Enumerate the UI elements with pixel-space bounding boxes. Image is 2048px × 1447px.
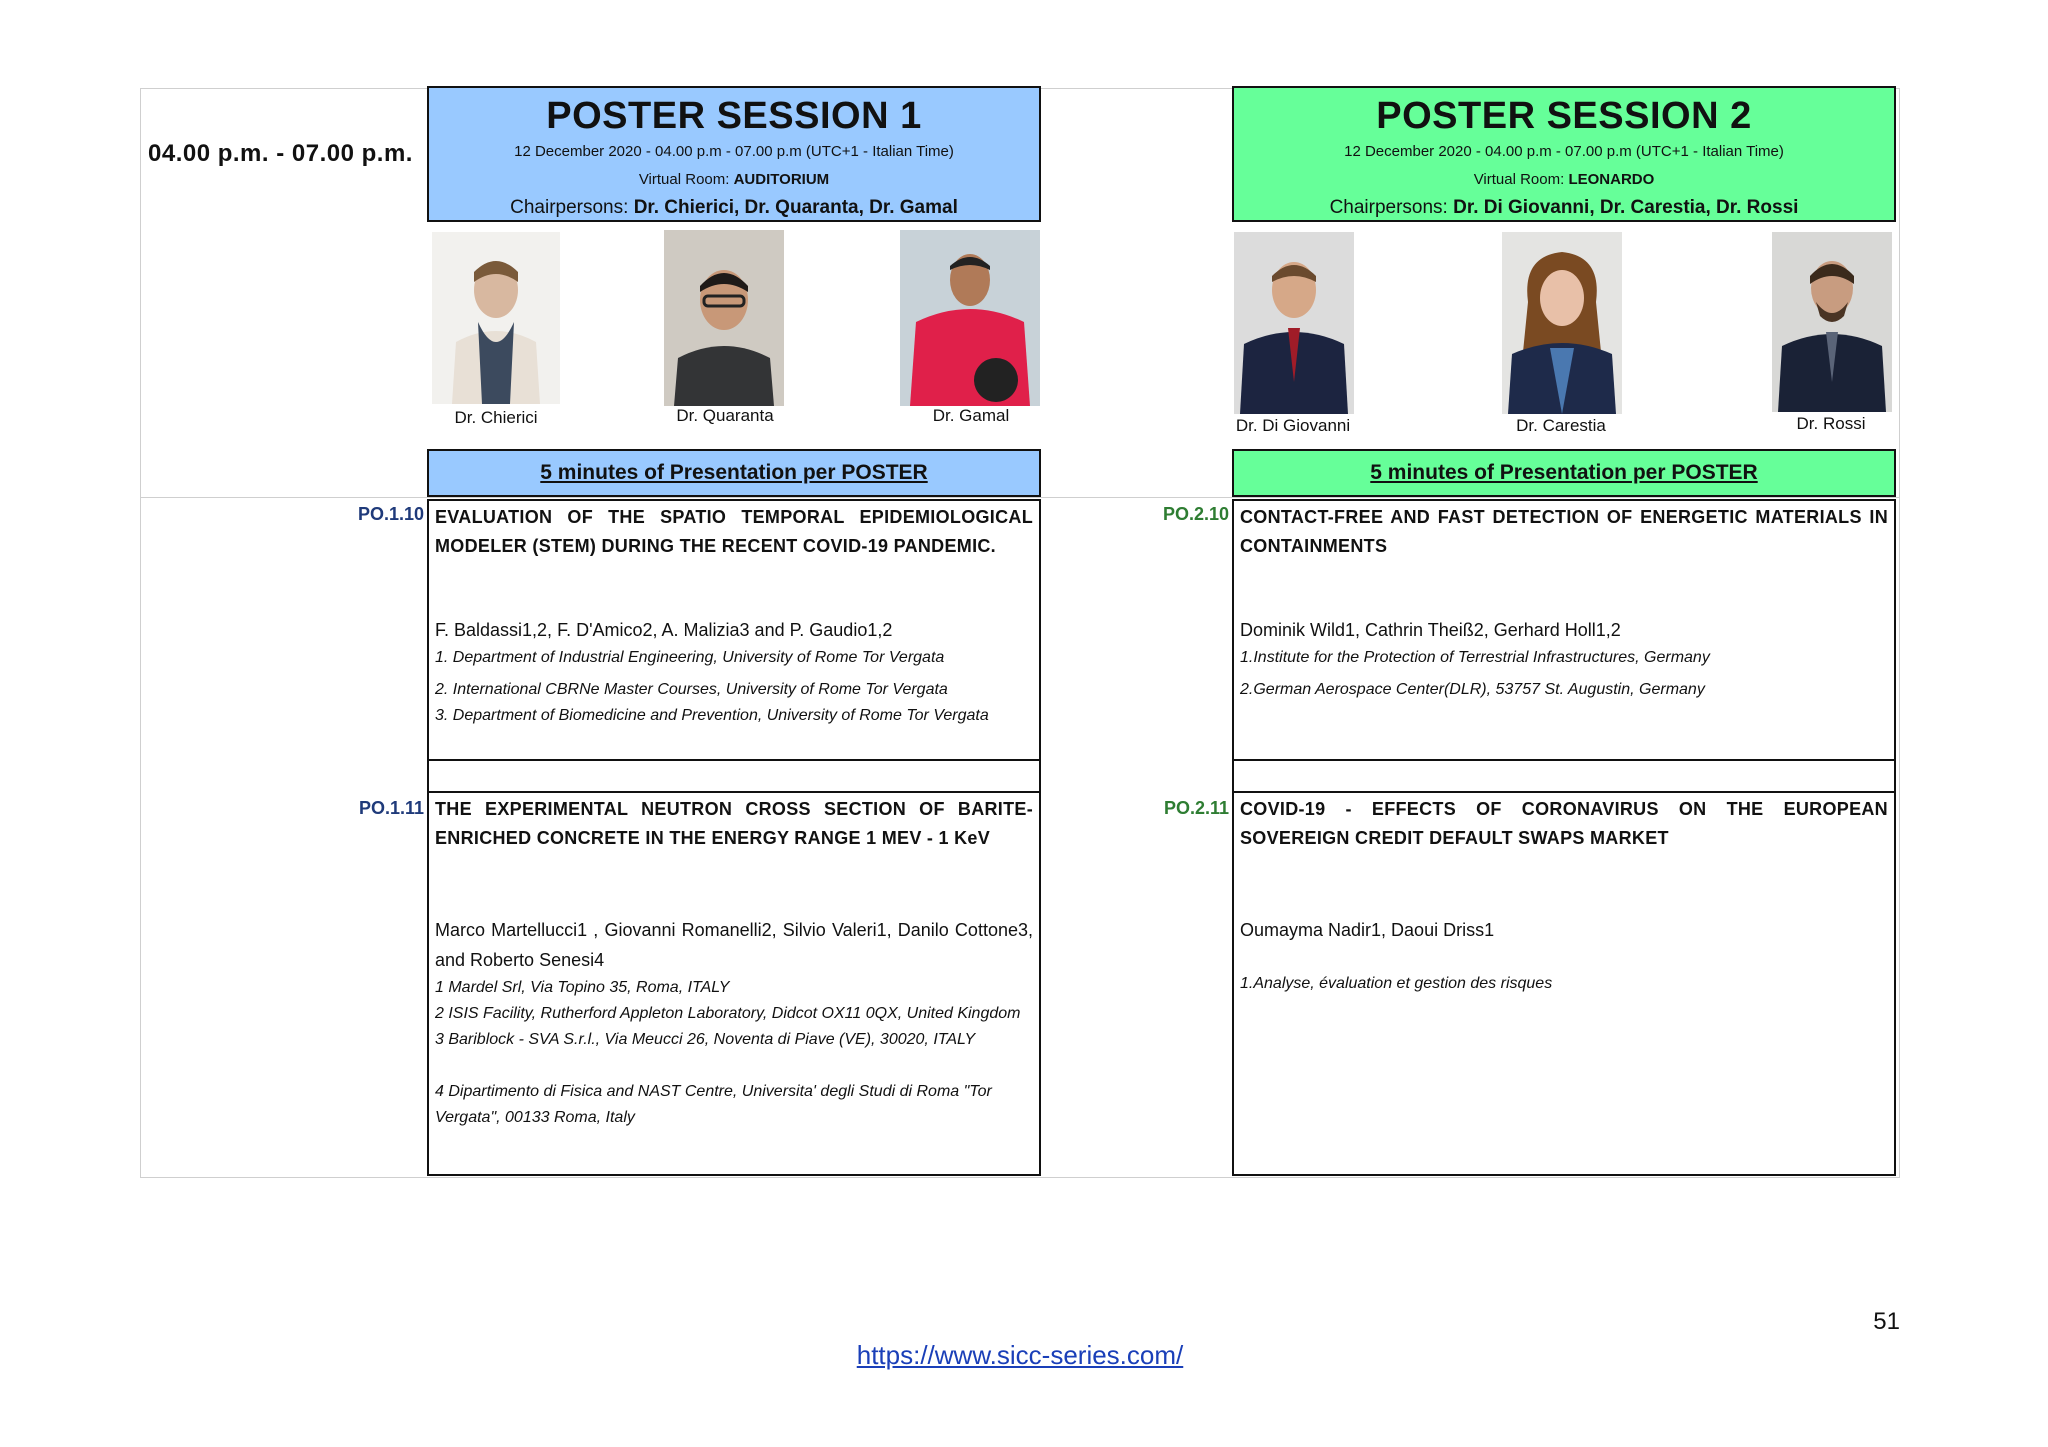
chair-caption-chierici: Dr. Chierici <box>454 408 538 427</box>
chairs-prefix: Chairpersons: <box>510 197 634 218</box>
poster-code: PO.2.11 <box>1163 798 1229 818</box>
chairs-prefix: Chairpersons: <box>1329 197 1454 218</box>
poster-title: CONTACT-FREE AND FAST DETECTION OF ENERGETIC MATERIALS IN CONTAINMENTS <box>1240 507 1888 556</box>
chairs-names: Dr. Chierici, Dr. Quaranta, Dr. Gamal <box>633 197 958 218</box>
chair-caption-carestia: Dr. Carestia <box>1516 416 1606 435</box>
table-divider <box>140 497 1900 498</box>
poster-code: PO.2.10 <box>1162 504 1229 524</box>
chair-caption-quaranta: Dr. Quaranta <box>676 406 774 425</box>
session2-date: 12 December 2020 - 04.00 p.m - 07.00 p.m (UTC+1 - Italian Time) <box>1344 143 1784 160</box>
room-name: AUDITORIUM <box>733 171 830 188</box>
poster-card-po-1-11 <box>427 791 1041 1176</box>
room-name: LEONARDO <box>1568 171 1655 188</box>
room-prefix: Virtual Room: <box>638 171 734 188</box>
chair-photo-chierici <box>432 232 560 404</box>
session1-chairs <box>429 196 1039 220</box>
affiliation: 2.German Aerospace Center(DLR), 53757 St. Augustin, Germany <box>1240 681 1705 698</box>
chair-photo-quaranta <box>664 230 784 406</box>
poster-authors: Oumayma Nadir1, Daoui Driss1 <box>1240 920 1495 940</box>
affiliation: 1.Institute for the Protection of Terrestrial Infrastructures, Germany <box>1240 649 1710 666</box>
poster-authors: Dominik Wild1, Cathrin Theiß2, Gerhard Holl1,2 <box>1240 620 1621 640</box>
affiliation: 3. Department of Biomedicine and Prevention, University of Rome Tor Vergata <box>435 707 989 724</box>
chair-photo-carestia <box>1502 232 1622 414</box>
poster-title: THE EXPERIMENTAL NEUTRON CROSS SECTION OF BARITE-ENRICHED CONCRETE IN THE ENERGY RANGE 1 MEV - 1 KeV <box>435 799 1033 848</box>
session1-header <box>427 86 1041 222</box>
chair-caption-di-giovanni: Dr. Di Giovanni <box>1235 416 1351 435</box>
affiliation: 3 Bariblock - SVA S.r.l., Via Meucci 26, Noventa di Piave (VE), 30020, ITALY <box>435 1031 976 1048</box>
session1-presentation-note: 5 minutes of Presentation per POSTER <box>427 449 1041 497</box>
poster-card-po-2-11 <box>1232 791 1896 1176</box>
spacer-row <box>427 759 1041 793</box>
poster-title: COVID-19 - EFFECTS OF CORONAVIRUS ON THE EUROPEAN SOVEREIGN CREDIT DEFAULT SWAPS MARKET <box>1240 799 1888 848</box>
chair-photo-di-giovanni <box>1234 232 1354 414</box>
chair-photo-rossi <box>1772 232 1892 412</box>
session2-presentation-note: 5 minutes of Presentation per POSTER <box>1232 449 1896 497</box>
affiliation: 1. Department of Industrial Engineering, University of Rome Tor Vergata <box>435 649 945 666</box>
room-prefix: Virtual Room: <box>1473 171 1569 188</box>
affiliation: 2. International CBRNe Master Courses, University of Rome Tor Vergata <box>435 681 948 698</box>
time-slot-label: 04.00 p.m. - 07.00 p.m. <box>148 140 413 167</box>
poster-authors: F. Baldassi1,2, F. D'Amico2, A. Malizia3 and P. Gaudio1,2 <box>435 620 893 640</box>
poster-code: PO.1.11 <box>358 798 424 818</box>
session2-room <box>1234 170 1894 190</box>
poster-authors: Marco Martellucci1 , Giovanni Romanelli2, Silvio Valeri1, Danilo Cottone3, and Roberto Senesi4 <box>435 920 1033 970</box>
chair-caption-gamal: Dr. Gamal <box>932 406 1010 425</box>
chair-caption-rossi: Dr. Rossi <box>1796 414 1866 433</box>
session2-header <box>1232 86 1896 222</box>
poster-title: EVALUATION OF THE SPATIO TEMPORAL EPIDEMIOLOGICAL MODELER (STEM) DURING THE RECENT COVID-19 PANDEMIC. <box>435 507 1033 556</box>
affiliation: 4 Dipartimento di Fisica and NAST Centre, Universita' degli Studi di Roma "Tor Vergata", 00133 Roma, Italy <box>435 1083 992 1126</box>
session2-chairs <box>1234 196 1894 220</box>
session1-date: 12 December 2020 - 04.00 p.m - 07.00 p.m (UTC+1 - Italian Time) <box>514 143 954 160</box>
session1-room <box>429 170 1039 190</box>
chair-photo-gamal <box>900 230 1040 406</box>
page-number: 51 <box>1873 1308 1900 1335</box>
poster-card-po-1-10 <box>427 499 1041 761</box>
session2-title: POSTER SESSION 2 <box>1376 95 1752 137</box>
website-link[interactable]: https://www.sicc-series.com/ <box>856 1340 1184 1370</box>
poster-card-po-2-10 <box>1232 499 1896 761</box>
spacer-row <box>1232 759 1896 793</box>
affiliation: 1.Analyse, évaluation et gestion des risques <box>1240 975 1553 992</box>
chairs-names: Dr. Di Giovanni, Dr. Carestia, Dr. Rossi <box>1453 197 1799 218</box>
affiliation: 2 ISIS Facility, Rutherford Appleton Laboratory, Didcot OX11 0QX, United Kingdom <box>435 1005 1021 1022</box>
session1-title: POSTER SESSION 1 <box>546 95 922 137</box>
poster-code: PO.1.10 <box>357 504 424 524</box>
affiliation: 1 Mardel Srl, Via Topino 35, Roma, ITALY <box>435 979 730 996</box>
